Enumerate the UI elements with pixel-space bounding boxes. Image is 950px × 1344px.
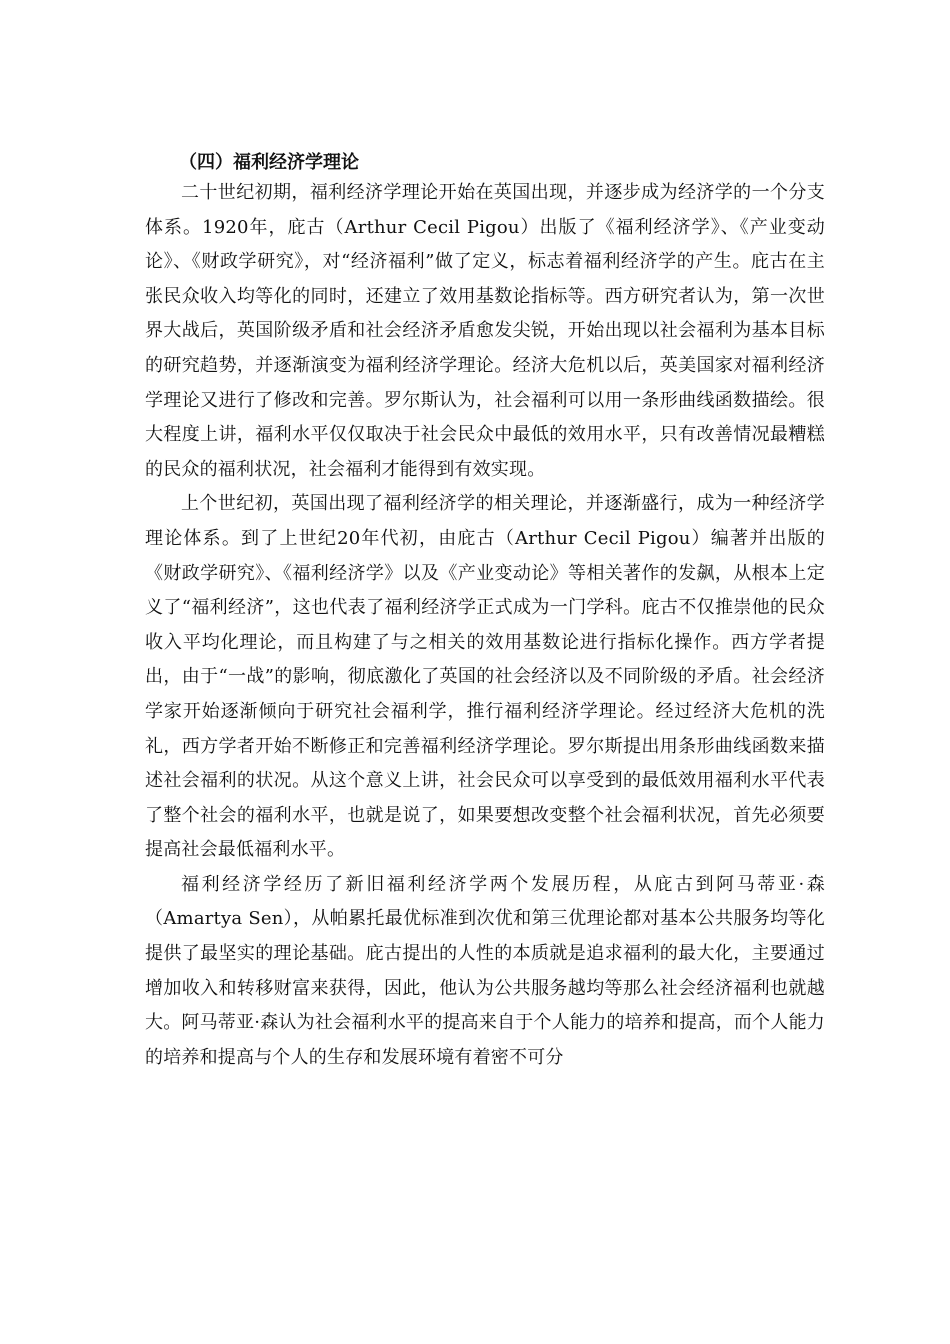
section-heading: （四）福利经济学理论 [179, 152, 359, 173]
paragraph-3: 福利经济学经历了新旧福利经济学两个发展历程，从庇古到阿马蒂亚·森（Amartya Sen），从帕累托最优标准到次优和第三优理论都对基本公共服务均等化提供了最坚实的理论基础。庇古提出的人性的本质就是追求福利的最大化，主要通过增加收入和转移财富来获得，因此，他认为公共服务越均等那么社会经济福利也就越大。阿马蒂亚·森认为社会福利水平的提高来自于个人能力的培养和提高，而个人能力的培养和提高与个人的生存和发展环境有着密不可分 [145, 873, 825, 1068]
paragraph-1: 二十世纪初期，福利经济学理论开始在英国出现，并逐步成为经济学的一个分支体系。1920年，庇古（Arthur Cecil Pigou）出版了《福利经济学》、《产业变动论》、《财政学研究》，对“经济福利”做了定义，标志着福利经济学的产生。庇古在主张民众收入均等化的同时，还建立了效用基数论指标等。西方研究者认为，第一次世界大战后，英国阶级矛盾和社会经济矛盾愈发尖锐，开始出现以社会福利为基本目标的研究趋势，并逐渐演变为福利经济学理论。经济大危机以后，英美国家对福利经济学理论又进行了修改和完善。罗尔斯认为，社会福利可以用一条形曲线函数描绘。很大程度上讲，福利水平仅仅取决于社会民众中最低的效用水平，只有改善情况最糟糕的民众的福利状况，社会福利才能得到有效实现。 [145, 182, 825, 480]
document-body [145, 150, 825, 1075]
paragraph-2: 上个世纪初，英国出现了福利经济学的相关理论，并逐渐盛行，成为一种经济学理论体系。到了上世纪20年代初，由庇古（Arthur Cecil Pigou）编著并出版的《财政学研究》、《福利经济学》以及《产业变动论》等相关著作的发飙，从根本上定义了“福利经济”，这也代表了福利经济学正式成为一门学科。庇古不仅推崇他的民众收入平均化理论，而且构建了与之相关的效用基数论进行指标化操作。西方学者提出，由于“一战”的影响，彻底激化了英国的社会经济以及不同阶级的矛盾。社会经济学家开始逐渐倾向于研究社会福利学，推行福利经济学理论。经过经济大危机的洗礼，西方学者开始不断修正和完善福利经济学理论。罗尔斯提出用条形曲线函数来描述社会福利的状况。从这个意义上讲，社会民众可以享受到的最低效用福利水平代表了整个社会的福利水平，也就是说了，如果要想改变整个社会福利状况，首先必须要提高社会最低福利水平。 [145, 493, 825, 861]
